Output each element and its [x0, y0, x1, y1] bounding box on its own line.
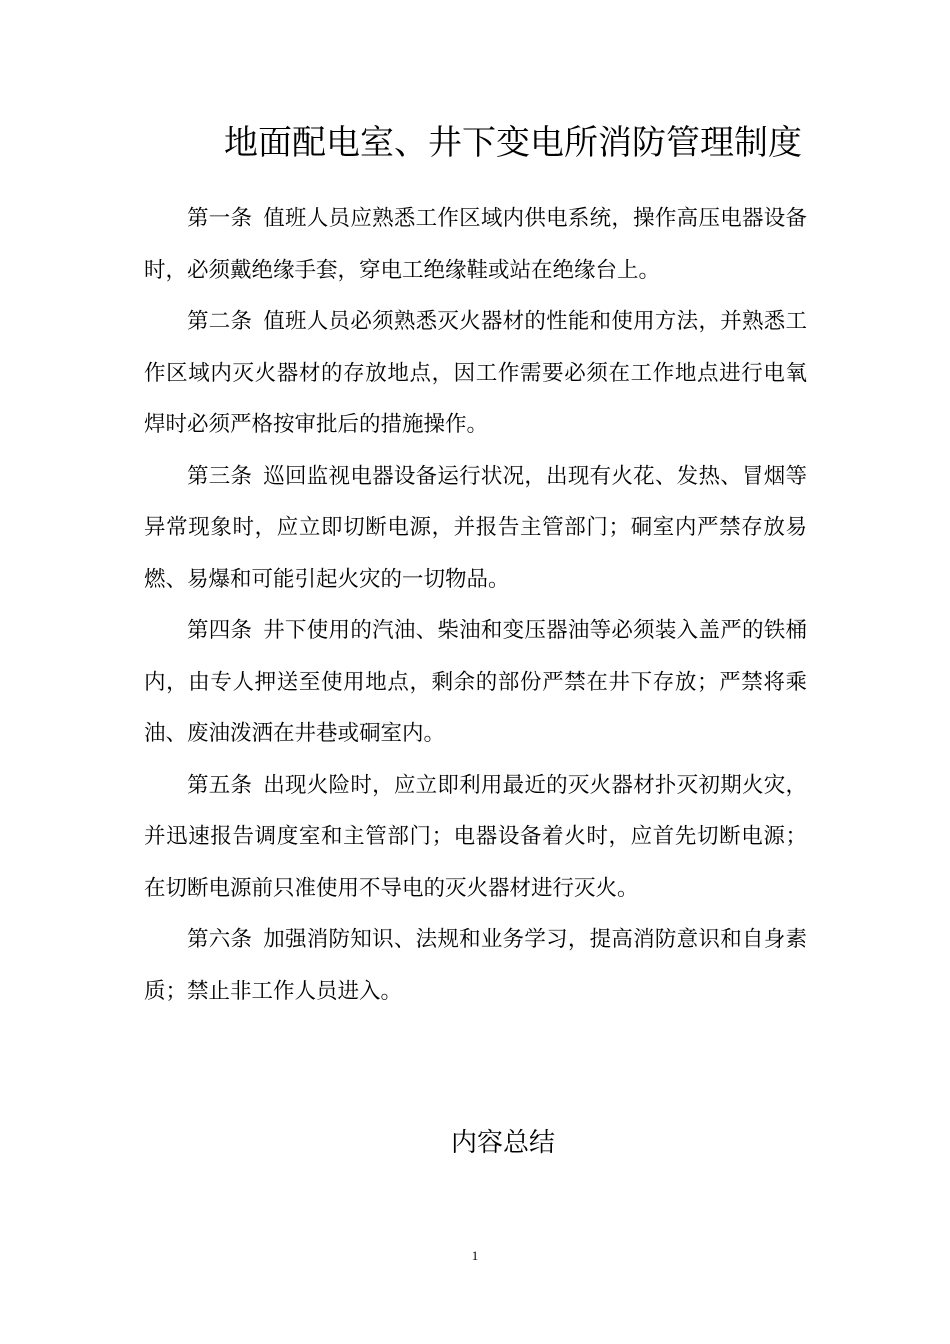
article-6 — [144, 914, 807, 1017]
article-number: 第四条 — [187, 618, 253, 643]
page-number: 1 — [471, 1248, 479, 1263]
article-number: 第一条 — [187, 206, 253, 231]
article-5 — [144, 760, 807, 915]
article-text: 加强消防知识、法规和业务学习，提高消防意识和自身素质；禁止非工作人员进入。 — [144, 927, 807, 1004]
article-number: 第二条 — [187, 309, 253, 334]
article-text: 值班人员必须熟悉灭火器材的性能和使用方法，并熟悉工作区域内灭火器材的存放地点，因工作需要必须在工作地点进行电氧焊时必须严格按审批后的措施操作。 — [144, 309, 807, 437]
article-4 — [144, 605, 807, 760]
article-number: 第五条 — [187, 772, 253, 798]
article-text: 井下使用的汽油、柴油和变压器油等必须装入盖严的铁桶内，由专人押送至使用地点，剩余的部份严禁在井下存放；严禁将乘油、废油泼洒在井巷或硐室内。 — [144, 618, 807, 746]
article-text: 值班人员应熟悉工作区域内供电系统，操作高压电器设备时，必须戴绝缘手套，穿电工绝缘鞋或站在绝缘台上。 — [144, 206, 807, 283]
article-text: 出现火险时，应立即利用最近的灭火器材扑灭初期火灾，并迅速报告调度室和主管部门；电器设备着火时，应首先切断电源；在切断电源前只准使用不导电的灭火器材进行灭火。 — [144, 772, 807, 901]
article-1 — [144, 193, 807, 296]
summary-heading: 内容总结 — [450, 1128, 555, 1158]
article-3 — [144, 451, 807, 606]
article-number: 第六条 — [187, 927, 253, 952]
document-title: 地面配电室、井下变电所消防管理制度 — [224, 123, 802, 163]
article-text: 巡回监视电器设备运行状况，出现有火花、发热、冒烟等异常现象时，应立即切断电源，并报告主管部门；硐室内严禁存放易燃、易爆和可能引起火灾的一切物品。 — [144, 463, 807, 592]
article-number: 第三条 — [187, 463, 253, 489]
article-2 — [144, 296, 807, 451]
article-list — [144, 193, 807, 1017]
